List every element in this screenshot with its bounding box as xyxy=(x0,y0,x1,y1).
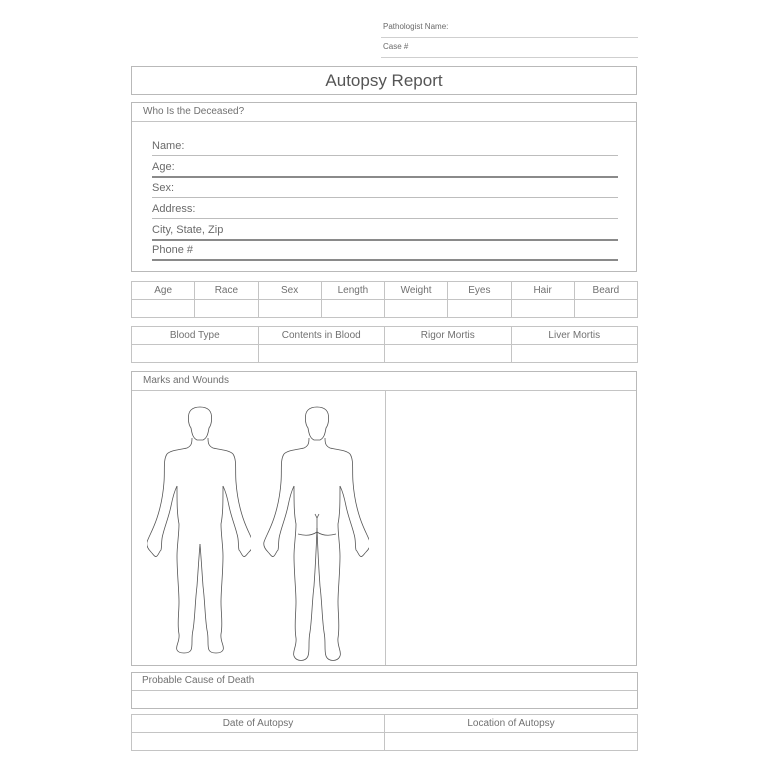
address-label: Address: xyxy=(152,203,196,215)
length-value-cell[interactable] xyxy=(321,300,384,318)
marks-and-wounds-section xyxy=(131,371,637,666)
report-title-box xyxy=(131,66,637,95)
physical-description-table xyxy=(131,281,638,318)
body-diagram-area[interactable] xyxy=(132,390,385,665)
contents-in-blood-value-cell[interactable] xyxy=(258,345,385,363)
phone-field[interactable] xyxy=(152,238,618,261)
city-state-zip-label: City, State, Zip xyxy=(152,224,224,236)
deceased-section-heading: Who Is the Deceased? xyxy=(132,103,636,122)
col-header-rigor-mortis: Rigor Mortis xyxy=(385,327,512,345)
beard-value-cell[interactable] xyxy=(574,300,637,318)
col-header-location-of-autopsy: Location of Autopsy xyxy=(385,715,638,733)
race-value-cell[interactable] xyxy=(195,300,258,318)
marks-section-heading: Marks and Wounds xyxy=(132,372,636,391)
rigor-mortis-value-cell[interactable] xyxy=(385,345,512,363)
case-number-field[interactable] xyxy=(381,57,638,58)
sex-value-cell[interactable] xyxy=(258,300,321,318)
marks-notes-area[interactable] xyxy=(386,390,636,665)
case-number-label: Case # xyxy=(383,42,409,51)
col-header-length: Length xyxy=(321,282,384,300)
name-field[interactable] xyxy=(152,134,618,156)
liver-mortis-value-cell[interactable] xyxy=(511,345,638,363)
deceased-section xyxy=(131,102,637,272)
date-of-autopsy-value-cell[interactable] xyxy=(132,733,385,751)
blood-table xyxy=(131,326,638,363)
col-header-contents-in-blood: Contents in Blood xyxy=(258,327,385,345)
pathologist-name-field[interactable] xyxy=(381,37,638,38)
col-header-liver-mortis: Liver Mortis xyxy=(511,327,638,345)
sex-field[interactable] xyxy=(152,176,618,198)
age-label: Age: xyxy=(152,161,175,173)
address-field[interactable] xyxy=(152,197,618,219)
phone-label: Phone # xyxy=(152,244,193,256)
name-label: Name: xyxy=(152,140,185,152)
hair-value-cell[interactable] xyxy=(511,300,574,318)
col-header-hair: Hair xyxy=(511,282,574,300)
pathologist-name-label: Pathologist Name: xyxy=(383,22,449,31)
body-back-outline-icon xyxy=(263,406,369,674)
col-header-age: Age xyxy=(132,282,195,300)
col-header-eyes: Eyes xyxy=(448,282,511,300)
cause-of-death-heading: Probable Cause of Death xyxy=(132,673,637,691)
cause-of-death-section xyxy=(131,672,638,709)
col-header-date-of-autopsy: Date of Autopsy xyxy=(132,715,385,733)
col-header-sex: Sex xyxy=(258,282,321,300)
col-header-beard: Beard xyxy=(574,282,637,300)
col-header-race: Race xyxy=(195,282,258,300)
col-header-blood-type: Blood Type xyxy=(132,327,259,345)
sex-label: Sex: xyxy=(152,182,175,194)
page-title: Autopsy Report xyxy=(325,71,443,90)
age-value-cell[interactable] xyxy=(132,300,195,318)
body-front-outline-icon xyxy=(147,406,251,666)
location-of-autopsy-value-cell[interactable] xyxy=(385,733,638,751)
blood-type-value-cell[interactable] xyxy=(132,345,259,363)
weight-value-cell[interactable] xyxy=(385,300,448,318)
col-header-weight: Weight xyxy=(385,282,448,300)
cause-of-death-field[interactable] xyxy=(132,691,637,708)
age-field[interactable] xyxy=(152,155,618,178)
autopsy-details-table xyxy=(131,714,638,751)
eyes-value-cell[interactable] xyxy=(448,300,511,318)
